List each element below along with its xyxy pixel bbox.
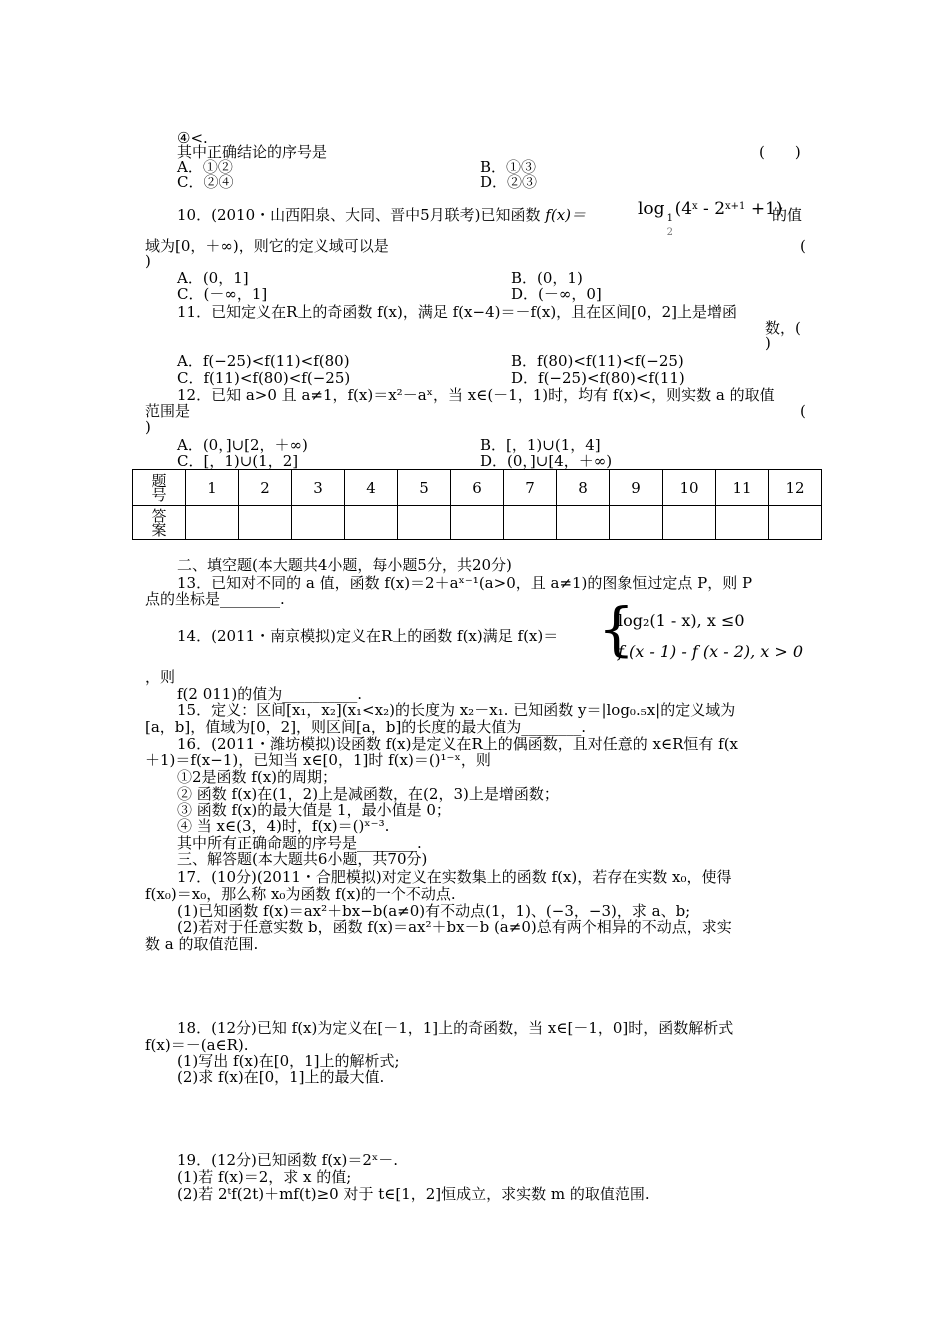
q10-option-c: C．(－∞，1] <box>177 285 268 303</box>
q10-arg-mid: - 2 <box>697 199 726 219</box>
q9-option-a: A．①② <box>177 158 233 176</box>
answer-cell[interactable] <box>663 506 716 540</box>
q12-paren-right: ) <box>145 418 151 436</box>
q10-line1 <box>177 207 586 224</box>
q14-line3: f(2 011)的值为__________. <box>177 685 362 703</box>
q10-base-den: 2 <box>666 227 673 238</box>
table-cell-num: 8 <box>557 470 610 506</box>
q10-log-expression <box>638 198 783 238</box>
q11-option-a: A．f(−25)<f(11)<f(80) <box>177 352 350 370</box>
answer-cell[interactable] <box>716 506 769 540</box>
table-header-char: 题 <box>151 471 167 490</box>
table-cell-num: 11 <box>716 470 769 506</box>
q14-brace: { <box>598 595 635 663</box>
q9-option-d: D．②③ <box>480 173 538 191</box>
q11-paren-right: ) <box>765 334 771 352</box>
q16-line1: 16．(2011・潍坊模拟)设函数 f(x)是定义在R上的偶函数，且对任意的 x∈R恒有 f(x <box>177 735 739 753</box>
q14-case1: log₂(1 - x), x ≤0 <box>618 611 745 630</box>
q12-option-c: C．[，1)∪(1，2] <box>177 452 299 470</box>
table-row-numbers <box>133 470 822 506</box>
table-cell-num: 3 <box>292 470 345 506</box>
q18-line4: (2)求 f(x)在[0，1]上的最大值. <box>177 1068 385 1086</box>
q13-line2: 点的坐标是________. <box>145 590 285 608</box>
q12-option-d: D．(0，]∪[4，＋∞) <box>480 452 613 470</box>
q11-option-c: C．f(11)<f(80)<f(−25) <box>177 369 351 387</box>
q10-paren-right: ) <box>145 252 151 270</box>
q10-fx: f(x)＝ <box>545 206 587 224</box>
q16-end: 其中所有正确命题的序号是________. <box>177 834 422 852</box>
answer-cell[interactable] <box>239 506 292 540</box>
q9-item4: ④<. <box>177 129 208 147</box>
q9-option-c: C．②④ <box>177 173 234 191</box>
table-cell-num: 10 <box>663 470 716 506</box>
q19-line3: (2)若 2ᵗf(2t)＋mf(t)≥0 对于 t∈[1，2]恒成立，求实数 m 的取值范围. <box>177 1185 650 1203</box>
q13-line1: 13．已知对不同的 a 值，函数 f(x)＝2＋aˣ⁻¹(a>0，且 a≠1)的图象恒过定点 P，则 P <box>177 574 753 592</box>
q16-line2: ＋1)＝f(x−1)，已知当 x∈[0，1]时 f(x)＝()¹⁻ˣ，则 <box>145 751 491 769</box>
q12-option-b: B．[，1)∪(1，4] <box>480 436 601 454</box>
table-header-answer <box>133 506 186 540</box>
answer-cell[interactable] <box>769 506 822 540</box>
q10-log: log <box>638 199 665 219</box>
table-cell-num: 6 <box>451 470 504 506</box>
table-header-char: 案 <box>151 520 167 539</box>
answer-cell[interactable] <box>610 506 663 540</box>
answer-cell[interactable] <box>345 506 398 540</box>
table-cell-num: 5 <box>398 470 451 506</box>
q17-line1: 17．(10分)(2011・合肥模拟)对定义在实数集上的函数 f(x)，若存在实数 x₀，使得 <box>177 868 732 886</box>
q10-line2: 域为[0，＋∞)，则它的定义域可以是 <box>145 237 389 255</box>
q10-option-a: A．(0，1] <box>177 269 249 287</box>
q9-option-b: B．①③ <box>480 158 537 176</box>
q11-option-d: D．f(−25)<f(80)<f(11) <box>511 369 685 387</box>
q11-option-b: B．f(80)<f(11)<f(−25) <box>511 352 684 370</box>
answer-table <box>132 469 822 540</box>
table-cell-num: 7 <box>504 470 557 506</box>
q16-item1: ①2是函数 f(x)的周期； <box>177 768 338 786</box>
q15-line1: 15．定义：区间[x₁，x₂](x₁<x₂)的长度为 x₂－x₁. 已知函数 y＝|log₀.₅x|的定义域为 <box>177 701 736 719</box>
q12-line1: 12．已知 a>0 且 a≠1，f(x)＝x²－aˣ，当 x∈(－1，1)时，均有 f(x)<，则实数 a 的取值 <box>177 386 775 404</box>
q14-line2: ，则 <box>145 668 176 686</box>
q16-item4: ④ 当 x∈(3，4)时，f(x)＝()ˣ⁻³. <box>177 817 390 835</box>
q11-line2: 数，( <box>765 319 801 337</box>
q10-arg-end: +1) <box>745 199 783 219</box>
q10-line1-tail: 的值 <box>772 206 803 224</box>
q14-line1: 14．(2011・南京模拟)定义在R上的函数 f(x)满足 f(x)＝ <box>177 627 559 645</box>
q17-line3: (1)已知函数 f(x)＝ax²＋bx−b(a≠0)有不动点(1，1)、(−3，−3)，求 a、b; <box>177 902 691 920</box>
q14-case2: f (x - 1) - f (x - 2), x > 0 <box>618 642 804 661</box>
table-header-question-no <box>133 470 186 506</box>
table-row-answers <box>133 506 822 540</box>
q19-line2: (1)若 f(x)＝2，求 x 的值; <box>177 1168 352 1186</box>
q10-arg: (4 <box>674 199 693 219</box>
q10-paren-left: ( <box>800 237 806 255</box>
section3-title: 三、解答题(本大题共6小题，共70分) <box>177 850 428 868</box>
answer-cell[interactable] <box>186 506 239 540</box>
q10-stem: 10．(2010・山西阳泉、大同、晋中5月联考)已知函数 <box>177 206 541 224</box>
q10-option-d: D．(－∞，0] <box>511 285 602 303</box>
q12-paren-left: ( <box>800 402 806 420</box>
q15-line2: [a，b]，值域为[0，2]，则区间[a，b]的长度的最大值为________. <box>145 718 587 736</box>
answer-cell[interactable] <box>451 506 504 540</box>
q16-item2: ② 函数 f(x)在(1，2)上是减函数，在(2，3)上是增函数； <box>177 785 559 803</box>
q17-line5: 数 a 的取值范围. <box>145 935 259 953</box>
q10-arg-exp-x: x <box>692 201 698 212</box>
answer-cell[interactable] <box>557 506 610 540</box>
q16-item3: ③ 函数 f(x)的最大值是 1，最小值是 0； <box>177 801 451 819</box>
table-cell-num: 9 <box>610 470 663 506</box>
q9-answer-paren: ( ) <box>759 143 801 161</box>
answer-cell[interactable] <box>504 506 557 540</box>
q12-option-a: A．(0，]∪[2，＋∞) <box>177 436 308 454</box>
q18-line3: (1)写出 f(x)在[0，1]上的解析式; <box>177 1052 400 1070</box>
table-header-char: 答 <box>151 506 167 525</box>
table-cell-num: 12 <box>769 470 822 506</box>
q11-line1: 11．已知定义在R上的奇函数 f(x)，满足 f(x−4)＝－f(x)，且在区间[0，2]上是增函 <box>177 303 737 321</box>
answer-cell[interactable] <box>292 506 345 540</box>
table-cell-num: 2 <box>239 470 292 506</box>
q17-line2: f(x₀)＝x₀，那么称 x₀为函数 f(x)的一个不动点. <box>145 885 456 903</box>
section2-title: 二、填空题(本大题共4小题，每小题5分，共20分) <box>177 556 512 574</box>
q9-stem: 其中正确结论的序号是 <box>177 143 328 161</box>
q18-line2: f(x)＝－(a∈R). <box>145 1036 249 1054</box>
q17-line4: (2)若对于任意实数 b，函数 f(x)＝ax²＋bx－b (a≠0)总有两个相异的不动点，求实 <box>177 918 732 936</box>
table-header-char: 号 <box>151 485 167 504</box>
q19-line1: 19．(12分)已知函数 f(x)＝2ˣ－. <box>177 1151 399 1169</box>
answer-cell[interactable] <box>398 506 451 540</box>
q10-option-b: B．(0，1) <box>511 269 583 287</box>
table-cell-num: 1 <box>186 470 239 506</box>
table-cell-num: 4 <box>345 470 398 506</box>
q12-line2: 范围是 <box>145 402 191 420</box>
q10-arg-exp-x1: x+1 <box>725 201 746 212</box>
q10-base-num: 1 <box>666 213 673 224</box>
q18-line1: 18．(12分)已知 f(x)为定义在[－1，1]上的奇函数，当 x∈[－1，0]时，函数解析式 <box>177 1019 734 1037</box>
